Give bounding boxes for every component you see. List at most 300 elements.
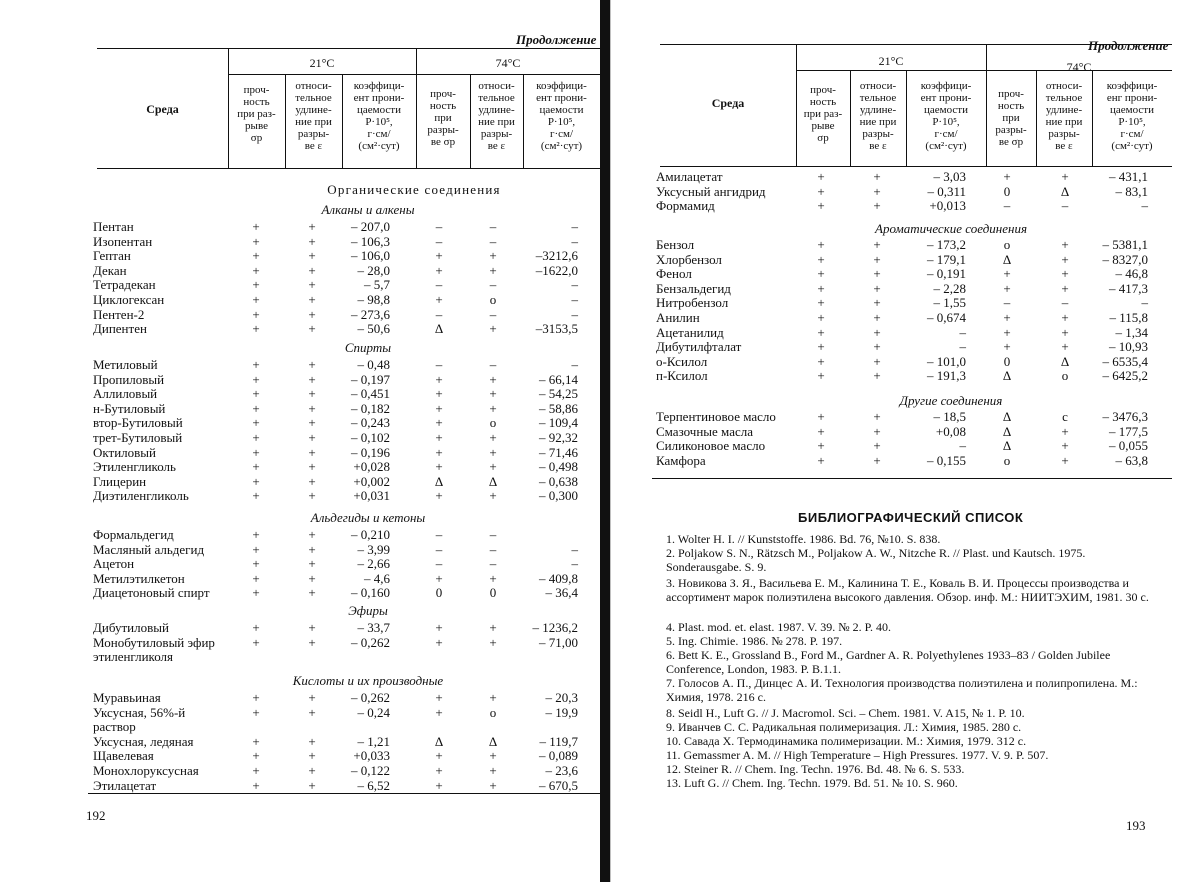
- cell-strength: +: [252, 415, 260, 431]
- section-title: Органические соединения: [327, 182, 501, 197]
- cell-strength: +: [252, 292, 260, 307]
- table-row: [636, 296, 1200, 310]
- cell-permeability: – 207,0: [351, 219, 390, 234]
- cell-permeability-74: –: [571, 233, 578, 249]
- cell-permeability: – 0,451: [351, 386, 390, 402]
- table-top-rule: [97, 48, 600, 49]
- header-env: Среда: [711, 96, 745, 110]
- cell-elongation: +: [873, 452, 881, 468]
- cell-elongation: +: [308, 570, 316, 586]
- cell-strength-74: +: [435, 488, 443, 504]
- header-permeability: коэффици- ент прони- цаемости P·10⁵, г·см/ (см²·сут): [353, 80, 405, 152]
- cell-permeability: – 0,674: [927, 310, 966, 325]
- cell-permeability: – 0,311: [927, 183, 966, 199]
- cell-strength-74: Δ: [1002, 423, 1012, 439]
- cell-elongation: +: [308, 386, 316, 402]
- cell-medium: Фенол: [656, 266, 692, 282]
- cell-medium: раствор: [93, 719, 136, 735]
- cell-elongation-74: +: [489, 430, 497, 445]
- cell-permeability: – 0,160: [351, 585, 390, 601]
- cell-elongation: +: [873, 324, 881, 340]
- cell-elongation-74: +: [1061, 452, 1069, 468]
- cell-elongation-74: +: [489, 321, 497, 337]
- cell-elongation-74: +: [489, 248, 497, 264]
- cell-medium: Диэтиленгликоль: [93, 488, 189, 504]
- cell-permeability: – 101,0: [927, 353, 966, 369]
- right-page: [636, 0, 1200, 882]
- cell-permeability-74: –: [571, 219, 578, 234]
- group-title: Алканы и алкены: [321, 202, 415, 217]
- table-row: [636, 355, 1200, 369]
- cell-medium: Циклогексан: [93, 292, 165, 307]
- cell-strength-74: –: [1003, 198, 1011, 214]
- group-title: Ароматические соединения: [875, 221, 1027, 236]
- table-row: [636, 326, 1200, 340]
- cell-permeability-74: – 431,1: [1109, 169, 1148, 184]
- cell-strength-74: +: [435, 690, 443, 705]
- cell-strength-74: +: [435, 371, 443, 387]
- cell-permeability-74: – 0,638: [539, 473, 578, 489]
- cell-permeability-74: –3212,6: [535, 248, 578, 264]
- cell-permeability: – 1,55: [933, 295, 966, 311]
- cell-strength-74: +: [435, 570, 443, 586]
- table-row: [0, 235, 600, 249]
- table-row: [0, 636, 600, 650]
- cell-permeability: – 0,155: [927, 452, 966, 468]
- cell-permeability-74: –: [571, 556, 578, 572]
- cell-strength-74: +: [435, 415, 443, 431]
- cell-strength-74: +: [435, 777, 443, 793]
- cell-strength-74: +: [435, 459, 443, 475]
- cell-strength: +: [252, 459, 260, 475]
- table-row: [0, 358, 600, 372]
- cell-permeability: – 28,0: [357, 262, 390, 278]
- cell-elongation-74: +: [1061, 237, 1069, 252]
- cell-elongation-74: +: [1061, 251, 1069, 267]
- cell-strength-74: +: [1003, 339, 1011, 355]
- cell-elongation-74: –: [1061, 295, 1069, 311]
- cell-permeability: – 1,21: [357, 733, 390, 749]
- header-elongation-74: относи- тельное удлине- ние при разры- ве ε: [478, 80, 515, 152]
- cell-strength-74: +: [435, 763, 443, 778]
- cell-permeability: – 0,191: [927, 266, 966, 282]
- cell-elongation-74: +: [1061, 324, 1069, 340]
- table-row: [636, 282, 1200, 296]
- cell-permeability: – 98,8: [357, 292, 390, 307]
- table-row: [636, 410, 1200, 424]
- cell-permeability: – 0,210: [351, 527, 390, 542]
- cell-medium: Смазочные масла: [656, 423, 753, 439]
- cell-strength-74: +: [435, 634, 443, 650]
- cell-permeability: –: [959, 324, 966, 340]
- table-row: [0, 293, 600, 307]
- cell-medium: Терпентиновое масло: [656, 409, 776, 424]
- table-row: [0, 249, 600, 263]
- cell-permeability-74: – 0,300: [539, 488, 578, 504]
- cell-permeability-74: –: [571, 292, 578, 307]
- table-row: [0, 387, 600, 401]
- cell-elongation-74: o: [489, 415, 497, 431]
- cell-elongation: +: [308, 733, 316, 749]
- cell-elongation-74: +: [489, 262, 497, 278]
- cell-elongation-74: –: [489, 233, 497, 249]
- header-strength-74: проч- ность при разры- ве σр: [427, 88, 459, 148]
- cell-permeability-74: –1622,0: [535, 262, 578, 278]
- cell-strength: +: [252, 233, 260, 249]
- cell-medium: Анилин: [656, 310, 700, 325]
- cell-strength: +: [252, 620, 260, 635]
- cell-elongation: +: [873, 438, 881, 454]
- group-title: Кислоты и их производные: [292, 673, 444, 688]
- cell-strength: +: [817, 438, 825, 454]
- cell-elongation-74: +: [1061, 266, 1069, 282]
- cell-strength: +: [252, 634, 260, 650]
- cell-permeability: – 33,7: [357, 620, 390, 635]
- bibliography-item: 4. Plast. mod. et. elast. 1987. V. 39. № 2. P. 40.: [666, 620, 892, 634]
- cell-strength-74: +: [435, 430, 443, 445]
- cell-elongation: +: [308, 233, 316, 249]
- cell-strength-74: –: [435, 233, 443, 249]
- cell-elongation-74: +: [1061, 438, 1069, 454]
- table-row: [0, 431, 600, 445]
- header-21c: 21°C: [878, 54, 904, 68]
- cell-elongation: +: [308, 704, 316, 720]
- cell-strength-74: Δ: [1002, 409, 1012, 424]
- cell-elongation: +: [873, 198, 881, 214]
- header-permeability: коэффици- ент прони- цаемости P·10⁵, г·см/ (см²·сут): [920, 80, 972, 152]
- cell-permeability-74: – 23,6: [545, 763, 578, 778]
- bibliography-item: 2. Poljakow S. N., Rätzsch M., Poljakow A. W., Nitzche R. // Plast. und Kautsch. 1975. Sonderausgabe. S. 9.: [666, 546, 1086, 574]
- table-top-rule: [660, 44, 1172, 45]
- cell-permeability-74: – 0,089: [539, 748, 578, 764]
- cell-strength: +: [817, 409, 825, 424]
- cell-permeability: – 0,196: [351, 444, 390, 460]
- cell-elongation: +: [873, 295, 881, 311]
- cell-medium: этиленгликоля: [93, 649, 173, 665]
- table-row: [0, 264, 600, 278]
- cell-strength-74: Δ: [1002, 251, 1012, 267]
- cell-permeability-74: – 177,5: [1109, 423, 1148, 439]
- cell-medium: трет-Бутиловый: [93, 430, 183, 445]
- bibliography-item: 11. Gemassmer A. M. // High Temperature – High Pressures. 1977. V. 9. P. 507.: [666, 748, 1049, 762]
- cell-elongation-74: +: [489, 371, 497, 387]
- cell-permeability: +0,033: [353, 748, 390, 764]
- cell-strength: +: [252, 556, 260, 572]
- cell-strength: +: [252, 748, 260, 764]
- cell-elongation: +: [308, 527, 316, 542]
- group-title: Альдегиды и кетоны: [310, 510, 426, 525]
- cell-permeability: – 0,122: [351, 763, 390, 778]
- cell-strength: +: [252, 585, 260, 601]
- cell-elongation-74: +: [489, 763, 497, 778]
- header-elongation-74: относи- тельное удлине- ние при разры- ве ε: [1045, 80, 1083, 152]
- table-row: [636, 170, 1200, 184]
- cell-strength-74: 0: [1003, 353, 1011, 369]
- cell-permeability: – 0,262: [351, 634, 390, 650]
- cell-strength-74: 0: [435, 585, 443, 601]
- table-row: [0, 706, 600, 720]
- cell-strength: +: [252, 248, 260, 264]
- bibliography-item: 5. Ing. Chimie. 1986. № 278. P. 197.: [666, 634, 843, 648]
- cell-strength: +: [252, 306, 260, 322]
- cell-permeability-74: – 20,3: [545, 690, 578, 705]
- cell-strength: +: [817, 237, 825, 252]
- cell-permeability-74: –3153,5: [535, 321, 578, 337]
- table-bottom-rule: [652, 478, 1172, 479]
- cell-medium: Аллиловый: [93, 386, 158, 402]
- cell-elongation: +: [873, 353, 881, 369]
- cell-permeability: – 3,03: [933, 169, 966, 184]
- cell-elongation-74: +: [489, 777, 497, 793]
- cell-strength: +: [817, 368, 825, 384]
- table-row: [0, 416, 600, 430]
- cell-elongation-74: +: [1061, 339, 1069, 355]
- cell-elongation: +: [308, 459, 316, 475]
- table-row: [636, 253, 1200, 267]
- cell-elongation: +: [308, 306, 316, 322]
- cell-strength-74: 0: [1003, 183, 1011, 199]
- cell-permeability-74: – 670,5: [539, 777, 578, 793]
- header-permeability-74: коэффици- ент прони- цаемости P·10⁵, г·см/ (см²·сут): [536, 80, 587, 152]
- cell-elongation: +: [308, 585, 316, 601]
- continuation-label: Продолжение: [516, 32, 597, 47]
- cell-medium: Декан: [93, 262, 127, 278]
- cell-permeability-74: – 6535,4: [1102, 353, 1148, 369]
- cell-strength: +: [252, 763, 260, 778]
- cell-permeability: – 0,48: [357, 357, 390, 372]
- cell-permeability-74: – 36,4: [545, 585, 578, 601]
- cell-permeability: – 173,2: [927, 237, 966, 252]
- cell-permeability-74: – 109,4: [539, 415, 578, 431]
- cell-permeability: +0,031: [353, 488, 390, 504]
- cell-elongation-74: +: [489, 748, 497, 764]
- cell-elongation-74: +: [489, 488, 497, 504]
- cell-elongation-74: +: [489, 690, 497, 705]
- table-row: [636, 199, 1200, 213]
- cell-permeability-74: – 66,14: [539, 371, 578, 387]
- cell-permeability: +0,013: [929, 198, 966, 214]
- cell-permeability: – 4,6: [364, 570, 390, 586]
- table-row: [0, 720, 600, 734]
- cell-permeability-74: – 63,8: [1115, 452, 1148, 468]
- cell-strength-74: Δ: [434, 473, 444, 489]
- cell-strength-74: –: [435, 357, 443, 372]
- cell-elongation-74: +: [1061, 423, 1069, 439]
- cell-strength-74: –: [435, 277, 443, 293]
- cell-permeability: – 0,24: [357, 704, 390, 720]
- cell-permeability: – 0,102: [351, 430, 390, 445]
- cell-permeability-74: – 6425,2: [1102, 368, 1148, 384]
- header-21c: 21°C: [309, 56, 335, 70]
- cell-permeability-74: –: [571, 357, 578, 372]
- continuation-label: Продолжение: [1088, 38, 1169, 53]
- header-74c: 74°C: [1066, 60, 1092, 74]
- cell-strength-74: –: [435, 219, 443, 234]
- cell-permeability-74: – 71,00: [539, 634, 578, 650]
- cell-elongation: +: [308, 556, 316, 572]
- cell-elongation-74: +: [489, 459, 497, 475]
- cell-permeability: – 5,7: [364, 277, 390, 293]
- page-number: 193: [1126, 818, 1146, 833]
- cell-elongation-74: +: [1061, 169, 1069, 184]
- cell-strength: +: [817, 251, 825, 267]
- cell-elongation-74: +: [489, 634, 497, 650]
- cell-strength: +: [252, 386, 260, 402]
- table-row: [0, 489, 600, 503]
- cell-elongation: +: [308, 415, 316, 431]
- cell-elongation: +: [308, 444, 316, 460]
- cell-permeability-74: – 83,1: [1115, 183, 1148, 199]
- cell-elongation: +: [308, 371, 316, 387]
- cell-elongation: +: [873, 169, 881, 184]
- cell-permeability: – 2,28: [933, 280, 966, 296]
- bibliography-item: 10. Савада Х. Термодинамика полимеризации. М.: Химия, 1979. 312 с.: [666, 734, 1027, 748]
- cell-elongation-74: +: [1061, 310, 1069, 325]
- cell-permeability: – 0,243: [351, 415, 390, 431]
- cell-medium: Силиконовое масло: [656, 438, 766, 454]
- cell-permeability: – 2,66: [357, 556, 390, 572]
- cell-medium: Уксусная, 56%-й: [93, 704, 186, 720]
- cell-permeability: – 6,52: [357, 777, 390, 793]
- cell-medium: Бензол: [656, 237, 695, 252]
- cell-permeability-74: – 8327,0: [1102, 251, 1148, 267]
- cell-elongation-74: Δ: [488, 733, 498, 749]
- cell-permeability: –: [959, 339, 966, 355]
- bibliography-item: 1. Wolter H. I. // Kunststoffe. 1986. Bd. 76, №10. S. 838.: [666, 532, 941, 546]
- cell-strength: +: [817, 169, 825, 184]
- header-env: Среда: [146, 102, 179, 116]
- cell-permeability-74: –: [571, 277, 578, 293]
- table-row: [0, 557, 600, 571]
- cell-elongation: +: [873, 237, 881, 252]
- cell-strength: +: [252, 357, 260, 372]
- cell-elongation: +: [308, 473, 316, 489]
- cell-strength-74: –: [435, 541, 443, 557]
- cell-permeability: – 106,3: [351, 233, 390, 249]
- cell-elongation-74: Δ: [1060, 183, 1070, 199]
- cell-strength-74: +: [435, 444, 443, 460]
- cell-strength-74: +: [1003, 324, 1011, 340]
- cell-permeability: – 191,3: [927, 368, 966, 384]
- cell-medium: Дибутиловый: [93, 620, 169, 635]
- cell-permeability: +0,028: [353, 459, 390, 475]
- bibliography-item: 7. Голосов А. П., Динцес А. И. Технология производства полиэтилена и полипропилена. М.: Химия, 1978. 216 с.: [666, 676, 1138, 704]
- cell-elongation-74: +: [489, 620, 497, 635]
- bibliography-item: 12. Steiner R. // Chem. Ing. Techn. 1976. Bd. 48. № 6. S. 533.: [666, 762, 965, 776]
- table-row: [0, 650, 600, 664]
- cell-elongation: +: [308, 321, 316, 337]
- cell-elongation-74: –: [489, 541, 497, 557]
- cell-medium: Дипентен: [93, 321, 147, 337]
- cell-medium: п-Ксилол: [656, 368, 708, 384]
- cell-strength-74: –: [435, 306, 443, 322]
- cell-permeability: – 273,6: [351, 306, 390, 322]
- cell-medium: Тетрадекан: [93, 277, 156, 293]
- cell-medium: Уксусный ангидрид: [656, 183, 766, 199]
- table-row: [636, 340, 1200, 354]
- cell-elongation: +: [308, 763, 316, 778]
- cell-permeability: +0,002: [353, 473, 390, 489]
- cell-permeability-74: –: [571, 541, 578, 557]
- cell-elongation-74: –: [489, 306, 497, 322]
- cell-permeability-74: – 19,9: [545, 704, 578, 720]
- table-row: [636, 185, 1200, 199]
- cell-medium: о-Ксилол: [656, 353, 708, 369]
- cell-permeability: –: [959, 438, 966, 454]
- cell-medium: Амилацетат: [656, 169, 723, 184]
- book-spine-shadow: [600, 0, 636, 882]
- cell-medium: Пентан: [93, 219, 134, 234]
- table-row: [0, 322, 600, 336]
- cell-strength: +: [252, 527, 260, 542]
- cell-elongation-74: –: [489, 527, 497, 542]
- table-row: [636, 311, 1200, 325]
- cell-medium: Щавелевая: [93, 748, 154, 764]
- cell-elongation-74: +: [489, 386, 497, 402]
- cell-permeability-74: – 115,8: [1109, 310, 1148, 325]
- cell-elongation: +: [873, 423, 881, 439]
- cell-elongation-74: o: [489, 704, 497, 720]
- cell-elongation-74: o: [489, 292, 497, 307]
- cell-strength: +: [252, 704, 260, 720]
- cell-strength: +: [252, 733, 260, 749]
- cell-strength-74: +: [1003, 310, 1011, 325]
- cell-medium: Формальдегид: [93, 527, 174, 542]
- cell-strength-74: –: [435, 527, 443, 542]
- cell-elongation-74: –: [489, 556, 497, 572]
- cell-strength: +: [252, 219, 260, 234]
- cell-elongation: +: [873, 280, 881, 296]
- cell-strength-74: +: [435, 386, 443, 402]
- cell-permeability: – 0,262: [351, 690, 390, 705]
- header-strength: проч- ность при раз- рыве σр: [237, 84, 276, 144]
- cell-strength-74: +: [435, 400, 443, 416]
- cell-medium: Муравьиная: [93, 690, 161, 705]
- header-strength: проч- ность при раз- рыве σр: [803, 84, 843, 144]
- cell-medium: Глицерин: [93, 473, 147, 489]
- table-row: [0, 460, 600, 474]
- cell-elongation-74: +: [489, 400, 497, 416]
- cell-medium: Метиловый: [93, 357, 158, 372]
- cell-elongation-74: +: [1061, 280, 1069, 296]
- cell-permeability-74: –: [1141, 198, 1148, 214]
- header-permeability-74: коэффици- енг прони- цаемости P·10⁵, г·см/ (см²·сут): [1106, 80, 1158, 152]
- table-row: [0, 528, 600, 542]
- cell-elongation: +: [308, 277, 316, 293]
- cell-medium: Ацетанилид: [656, 324, 724, 340]
- cell-permeability-74: – 409,8: [539, 570, 578, 586]
- cell-strength-74: Δ: [434, 733, 444, 749]
- table-row: [0, 543, 600, 557]
- cell-strength-74: +: [435, 248, 443, 264]
- cell-strength-74: +: [435, 262, 443, 278]
- cell-strength: +: [817, 295, 825, 311]
- table-row: [0, 373, 600, 387]
- cell-strength-74: +: [435, 704, 443, 720]
- cell-strength: +: [252, 488, 260, 504]
- cell-strength: +: [252, 473, 260, 489]
- cell-medium: Уксусная, ледяная: [93, 733, 194, 749]
- cell-strength: +: [817, 423, 825, 439]
- table-row: [0, 220, 600, 234]
- cell-medium: Нитробензол: [656, 295, 729, 311]
- cell-strength-74: –: [1003, 295, 1011, 311]
- table-row: [0, 621, 600, 635]
- cell-medium: втор-Бутиловый: [93, 415, 183, 431]
- cell-permeability-74: – 54,25: [539, 386, 578, 402]
- cell-strength: +: [252, 262, 260, 278]
- cell-strength: +: [817, 198, 825, 214]
